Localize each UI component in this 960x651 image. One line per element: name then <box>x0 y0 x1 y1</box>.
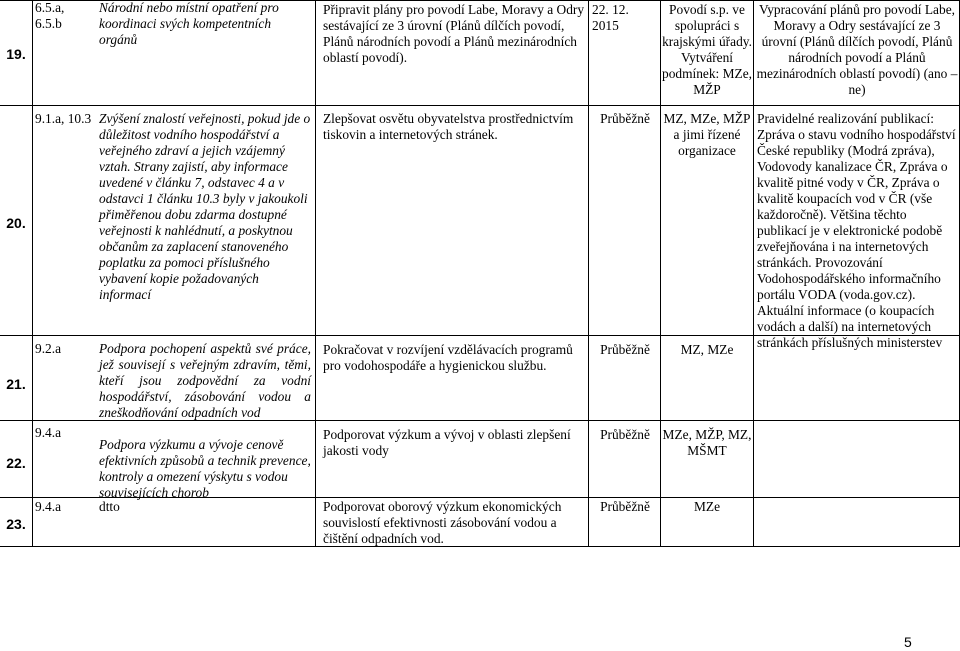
row-divider <box>0 105 960 106</box>
row-number: 19. <box>6 46 26 62</box>
reference-cell: 9.4.a <box>35 425 62 440</box>
row-number: 20. <box>6 215 26 231</box>
measure-cell: dtto <box>99 499 120 514</box>
deadline-cell: Průběžně <box>600 499 650 514</box>
reference-cell: 9.1.a, 10.3 <box>35 111 92 126</box>
col-divider <box>753 0 754 547</box>
deadline-cell: Průběžně <box>600 111 650 126</box>
note-cell: Vypracování plánů pro povodí Labe, Moravy a Odry sestávající ze 3 úrovní (Plánů dílčích povodí, Plánů národních povodí a Plánů mezinárodních oblastí povodí) (ano – ne) <box>756 2 958 97</box>
measure-cell: Zvýšení znalostí veřejnosti, pokud jde o důležitost vodního hospodářství a veřejného zdraví a jejich vzájemný vztah. Strany zajistí, aby informace uvedené v článku 7, odstavec 4 a v odstavci 1 článku 10.3 byly v jakoukoli přiměřenou dobu zdarma dostupné veřejnosti k nahlédnutí, a poskytnou občanům za zaplacení stanoveného poplatku za pomoci příslušného vybavení kopie požadovaných informací <box>99 111 311 302</box>
col-divider <box>660 0 661 547</box>
measure-cell: Národní nebo místní opatření pro koordinaci svých kompetentních orgánů <box>99 0 279 47</box>
action-cell: Zlepšovat osvětu obyvatelstva prostřednictvím tiskovin a internetových stránek. <box>323 111 574 142</box>
responsible-cell: Povodí s.p. ve spolupráci s krajskými úřady. Vytváření podmínek: MZe, MŽP <box>662 2 753 97</box>
responsible-cell: MZe, MŽP, MZ, MŠMT <box>662 427 752 458</box>
measure-cell: Podpora výzkumu a vývoje cenově efektivních způsobů a technik prevence, kontroly a omezení výskytu s vodou souvisejících chorob <box>99 437 311 500</box>
reference-cell: 9.2.a <box>35 341 62 356</box>
col-divider <box>32 0 33 547</box>
row-number: 22. <box>6 455 26 471</box>
responsible-cell: MZe <box>693 499 721 514</box>
action-cell: Připravit plány pro povodí Labe, Moravy a Odry sestávající ze 3 úrovní (Plánů dílčích povodí, Plánů národních povodí a Plánů mezinárodních oblastí povodí). <box>323 2 585 65</box>
action-cell: Podporovat oborový výzkum ekonomických souvislostí efektivnosti zásobování vodou a čištění odpadních vod. <box>323 499 562 546</box>
col-divider <box>315 0 316 547</box>
responsible-cell: MZ, MZe <box>680 342 734 357</box>
action-cell: Pokračovat v rozvíjení vzdělávacích programů pro vodohospodáře a hygienickou službu. <box>323 342 573 373</box>
reference-cell: 6.5.a, 6.5.b <box>35 0 65 31</box>
page-number: 5 <box>904 634 912 650</box>
row-number: 23. <box>6 516 26 532</box>
measure-cell: Podpora pochopení aspektů své práce, jež souvisejí s veřejným zdravím, těmi, kteří jsou zodpovědní za vodní hospodářství, zásobování vodou a zneškodňování odpadních vod <box>99 341 311 420</box>
row-number: 21. <box>6 376 26 392</box>
responsible-cell: MZ, MZe, MŽP a jimi řízené organizace <box>663 111 751 158</box>
col-divider <box>588 0 589 547</box>
deadline-cell: 22. 12. 2015 <box>592 2 629 33</box>
note-cell: Pravidelné realizování publikací: Zpráva o stavu vodního hospodářství České republiky (Modrá zpráva), Vodovody kanalizace ČR, Zpráva o kvalitě pitné vody v ČR, Zpráva o kvalitě koupacích vod v ČR (vše každoročně). Většina těchto publikací je v elektronické podobě zveřejňována i na internetových stránkách. Provozování Vodohospodářského informačního portálu VODA (voda.gov.cz). Aktuální informace (o koupacích vodách a další) na internetových stránkách příslušných ministerstev <box>757 111 956 350</box>
deadline-cell: Průběžně <box>600 342 650 357</box>
reference-cell: 9.4.a <box>35 499 62 514</box>
action-cell: Podporovat výzkum a vývoj v oblasti zlepšení jakosti vody <box>323 427 571 458</box>
deadline-cell: Průběžně <box>600 427 650 442</box>
